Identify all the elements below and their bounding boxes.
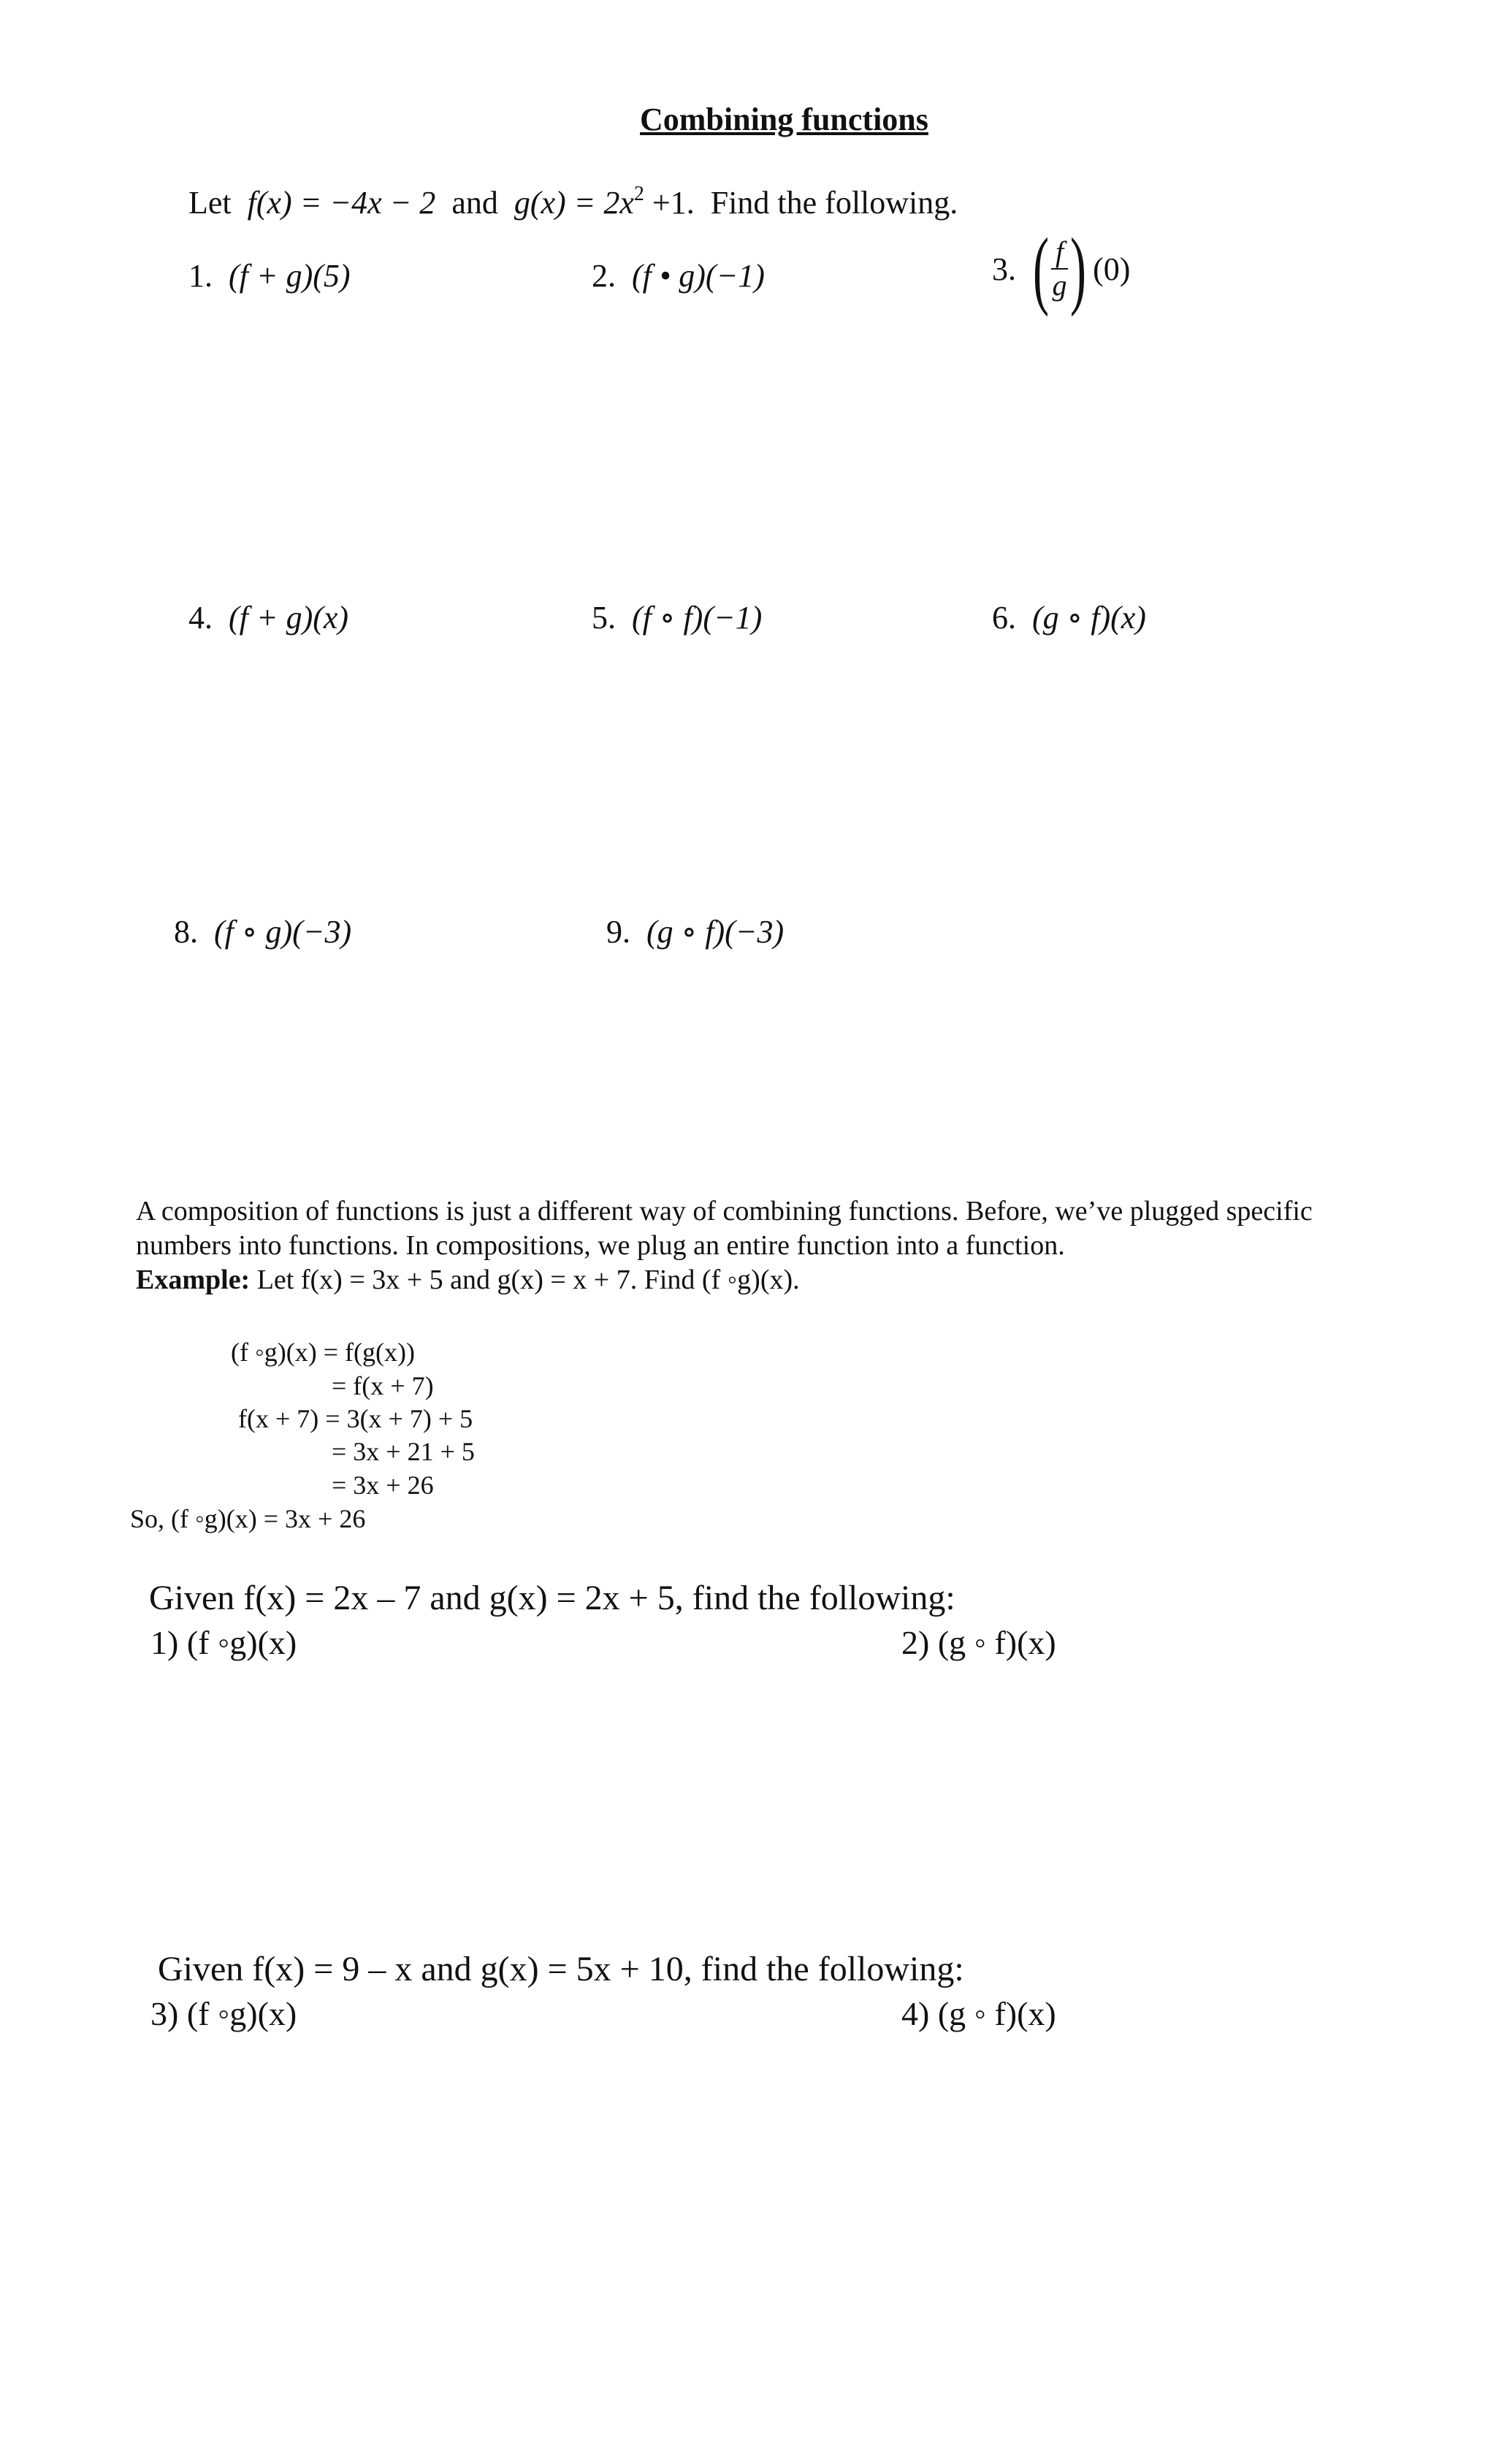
- example-label: Example:: [136, 1265, 251, 1295]
- problem-number: 1.: [188, 258, 213, 294]
- problem-1: [188, 257, 351, 294]
- problem-expression: (f + g)(x): [229, 600, 349, 636]
- problem-4: [188, 599, 348, 636]
- left-paren: (: [1032, 220, 1049, 317]
- fraction-argument: (0): [1093, 251, 1131, 287]
- exercise-question-4: 4) (g ◦ f)(x): [901, 1995, 1056, 2032]
- intro-g-tail: +1.: [644, 185, 695, 221]
- intro-line: [188, 184, 958, 221]
- example-step-1: (f ◦g)(x) = f(g(x)): [231, 1338, 415, 1367]
- intro-f-definition: f(x) = −4x − 2: [247, 185, 436, 221]
- exercise-set-1-given: Given f(x) = 2x – 7 and g(x) = 2x + 5, find the following:: [149, 1579, 955, 1617]
- composition-paragraph: [136, 1194, 1313, 1297]
- problem-expression: (g ∘ f)(x): [1032, 600, 1146, 636]
- example-conclusion: So, (f ◦g)(x) = 3x + 26: [130, 1504, 366, 1533]
- fraction-denominator: g: [1052, 269, 1067, 302]
- problem-3: [992, 220, 1131, 317]
- problem-2: [592, 257, 765, 294]
- problem-expression: (f ∘ f)(−1): [632, 600, 763, 636]
- fraction-expression: [992, 220, 1131, 317]
- intro-suffix: Find the following.: [710, 185, 958, 221]
- problem-5: [592, 599, 762, 636]
- example-line: [136, 1263, 1313, 1297]
- problem-expression: (g ∘ f)(−3): [646, 914, 785, 950]
- problem-expression: (f ∘ g)(−3): [214, 914, 352, 950]
- exercise-question-2: 2) (g ◦ f)(x): [901, 1624, 1056, 1661]
- problem-number: 3.: [992, 251, 1016, 287]
- exercise-question-3: 3) (f ◦g)(x): [150, 1995, 297, 2032]
- problem-8: [174, 913, 351, 950]
- page-title: Combining functions: [640, 102, 928, 137]
- problem-number: 5.: [592, 600, 616, 636]
- example-step-4: = 3x + 21 + 5: [332, 1437, 475, 1466]
- problem-number: 2.: [592, 258, 616, 294]
- example-step-2: = f(x + 7): [332, 1371, 434, 1400]
- paragraph-line-2: numbers into functions. In compositions, we plug an entire function into a function.: [136, 1230, 1065, 1261]
- problem-number: 4.: [188, 600, 213, 636]
- example-step-5: = 3x + 26: [332, 1471, 434, 1500]
- fraction-numerator: f: [1051, 236, 1068, 270]
- problem-9: [606, 913, 784, 950]
- intro-prefix: Let: [188, 185, 232, 221]
- exercise-set-2-given: Given f(x) = 9 – x and g(x) = 5x + 10, find the following:: [158, 1950, 964, 1988]
- exercise-question-1: 1) (f ◦g)(x): [150, 1624, 297, 1661]
- right-paren: ): [1070, 220, 1087, 317]
- intro-and: and: [451, 185, 498, 221]
- problem-expression: (f • g)(−1): [632, 258, 765, 294]
- problem-number: 8.: [174, 914, 198, 950]
- example-step-3: f(x + 7) = 3(x + 7) + 5: [238, 1404, 473, 1433]
- intro-g-exponent: 2: [633, 183, 644, 205]
- intro-g-definition: g(x) = 2x: [514, 185, 634, 221]
- problem-6: [992, 599, 1146, 636]
- fraction: [1051, 236, 1068, 302]
- problem-expression: (f + g)(5): [229, 258, 351, 294]
- problem-number: 6.: [992, 600, 1016, 636]
- example-text: Let f(x) = 3x + 5 and g(x) = x + 7. Find (f ◦g)(x).: [250, 1265, 800, 1295]
- paragraph-line-1: A composition of functions is just a different way of combining functions. Before, we’ve plugged specific: [136, 1196, 1313, 1227]
- problem-number: 9.: [606, 914, 630, 950]
